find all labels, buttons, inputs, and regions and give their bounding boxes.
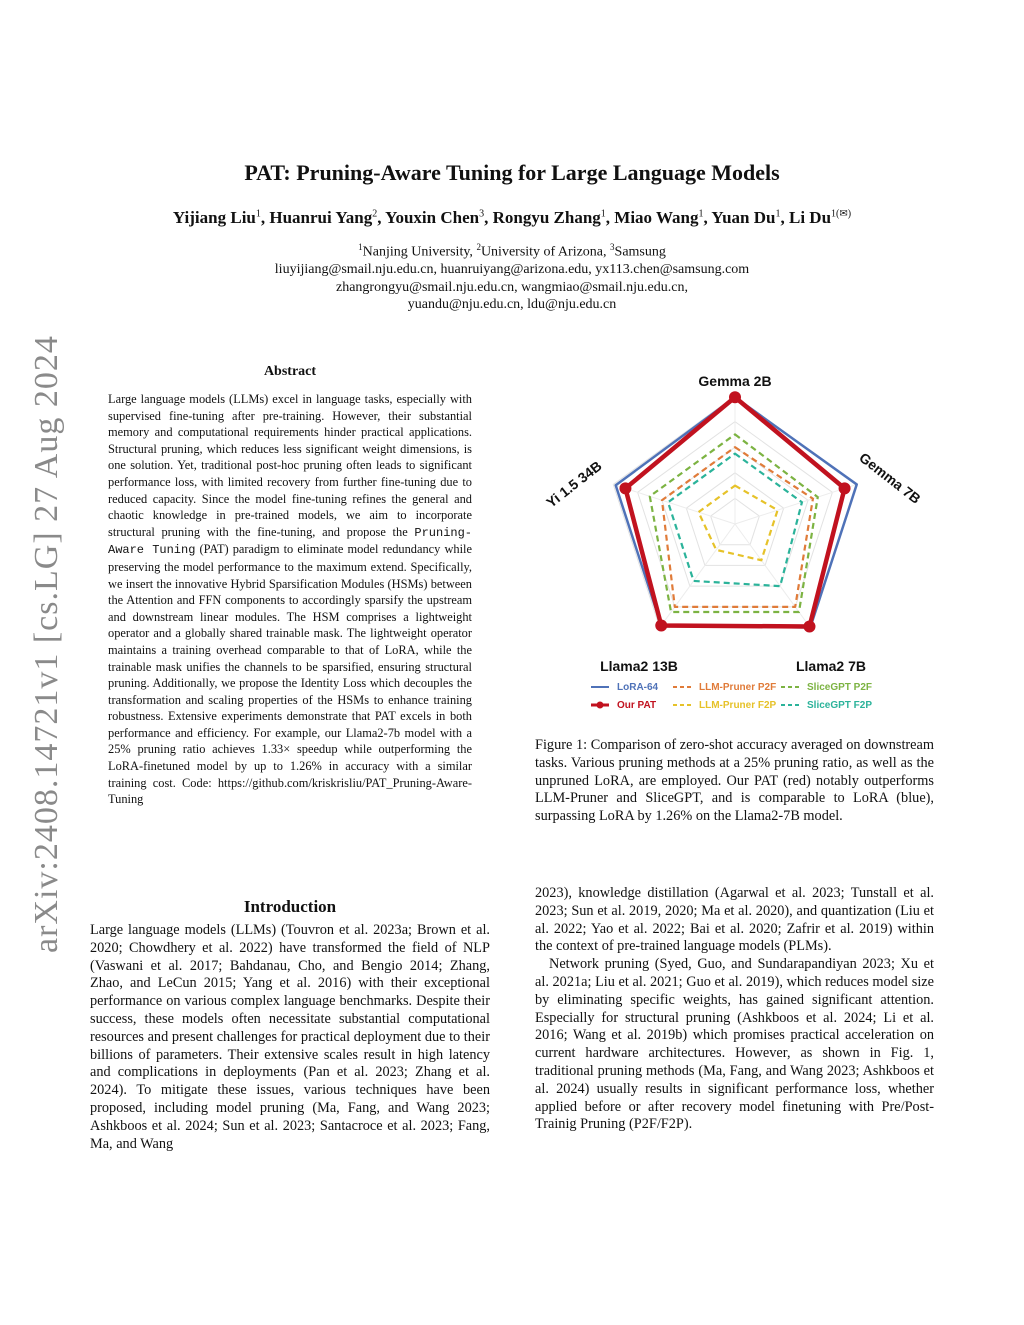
legend-label: SliceGPT F2P	[807, 700, 873, 711]
legend-marker	[597, 702, 604, 709]
paragraph: 2023), knowledge distillation (Agarwal et al. 2023; Tunstall et al. 2023; Sun et al. 2019, 2020; Ma et al. 2020), and quantization (Liu et al. 2022; Yao et al. 2022; Bai et al. 2020; Zafrir et al. 2019) within the context of pre-trained language models (PLMs).	[535, 885, 934, 955]
legend-label: LoRA-64	[617, 682, 659, 693]
legend-label: LLM-Pruner P2F	[699, 682, 777, 693]
introduction-right-column	[535, 885, 934, 1134]
radar-axis-label: Gemma 7B	[856, 449, 924, 507]
author-affiliation-marker: 1	[775, 208, 781, 220]
author-affiliation-marker: 3	[479, 208, 485, 220]
author-name: Li Du	[789, 208, 832, 227]
author-name: Miao Wang	[614, 208, 699, 227]
email-line: yuandu@nju.edu.cn, ldu@nju.edu.cn	[407, 297, 617, 313]
radar-axis-label: Llama2 7B	[795, 658, 867, 674]
author-name: Yijiang Liu	[172, 208, 256, 227]
paragraph: Network pruning (Syed, Guo, and Sundarapandiyan 2023; Xu et al. 2021a; Liu et al. 2021; Guo et al. 2019), which reduces model size by eliminating specific weights, has gained significant attention. Especially for structural pruning (Ashkboos et al. 2024; Li et al. 2016; Wang et al. 2019b) which promises practical acceleration on current hardware architectures. However, as shown in Fig. 1, traditional pruning methods (Ma, Fang, and Wang 2023; Ashkboos et al. 2024) usually results in significant performance loss, whether applied before or after recovery model finetuning with Pre/Post-Trainig Pruning (P2F/F2P).	[535, 956, 934, 1133]
author-name: Rongyu Zhang	[492, 208, 601, 227]
radar-axis-label: Yi 1.5 34B	[543, 457, 605, 511]
email-line: zhangrongyu@smail.nju.edu.cn, wangmiao@smail.nju.edu.cn,	[336, 279, 688, 295]
figure-caption: Figure 1: Comparison of zero-shot accuracy averaged on downstream tasks. Various pruning methods at a 25% pruning ratio, as well as the unpruned LoRA, are employed. Our PAT (red) notably outperforms LLM-Pruner and SliceGPT, and is comparable to LoRA (blue), surpassing LoRA by 1.26% on the Llama2-7B model.	[535, 737, 934, 825]
introduction-left-column	[90, 922, 490, 1153]
author-affiliation-marker: 2	[372, 208, 378, 220]
author-affiliation-marker: 1	[698, 208, 704, 220]
author-affiliation-marker: 1	[600, 208, 606, 220]
affiliations	[120, 239, 904, 314]
author-name: Yuan Du	[711, 208, 776, 227]
legend-label: SliceGPT P2F	[807, 682, 873, 693]
radar-point-our-pat	[803, 621, 815, 633]
arxiv-identifier: arXiv:2408.14721v1 [cs.LG] 27 Aug 2024	[28, 335, 65, 953]
abstract-heading: Abstract	[263, 364, 317, 379]
author-name: Huanrui Yang	[269, 208, 373, 227]
radar-point-our-pat	[839, 482, 851, 494]
introduction-heading: Introduction	[243, 897, 337, 916]
legend-label: Our PAT	[617, 700, 657, 711]
affiliation-line: $^1$Nanjing University, $^2$University of Arizona, $^3$Samsung	[358, 242, 666, 260]
author-list: Yijiang Liu$^1$, Huanrui Yang$^2$, Youxin Chen$^3$, Rongyu Zhang$^1$, Miao Wang$^1$, Yuan Du$^1$, Li $Du^{1(✉)}$	[172, 208, 852, 227]
radar-point-our-pat	[729, 391, 741, 403]
abstract-body: Large language models (LLMs) excel in language tasks, especially with supervised fine-tuning after pre-training. However, their substantial memory and computational requirements hinder practical applications. Structural pruning, which reduces less significant weight dimensions, is one solution. Yet, traditional post-hoc pruning often leads to significant performance loss, with limited recovery from further fine-tuning due to reduced capacity. Since the model fine-tuning refines the general and chaotic knowledge in pre-trained models, we aim to incorporate structural pruning with the fine-tuning, and propose the Pruning-Aware Tuning (PAT) paradigm to eliminate model redundancy while preserving the model performance to the maximum extend. Specifically, we insert the innovative Hybrid Sparsification Modules (HSMs) between the Attention and FFN components to accordingly sparsify the upstream and downstream linear modules. The HSM comprises a lightweight operator and a globally shared trainable mask. The lightweight operator maintains a training overhead comparable to that of LoRA, while the trainable mask unifies the channels to be sparsified, ensuring structural pruning. Additionally, we propose the Identity Loss which decouples the transformation and scaling properties of the HSMs to enhance training robustness. Extensive experiments demonstrate that PAT excels in both performance and efficiency. For example, our Llama2-7b model with a 25% pruning ratio achieves 1.33× speedup while outperforming the LoRA-finetuned model by up to 1.26% in accuracy with a similar training cost. Code: https://github.com/kriskrisliu/PAT_Pruning-Aware-Tuning	[108, 392, 472, 807]
paper-title: PAT: Pruning-Aware Tuning for Large Language Models	[244, 160, 780, 185]
radar-point-our-pat	[655, 619, 667, 631]
email-line: liuyijiang@smail.nju.edu.cn, huanruiyang@arizona.edu, yx113.chen@samsung.com	[274, 262, 750, 278]
radar-chart-svg	[535, 362, 935, 722]
radar-axis-label: Llama2 13B	[600, 658, 678, 674]
legend-label: LLM-Pruner F2P	[699, 700, 777, 711]
author-name: Youxin Chen	[385, 208, 480, 227]
author-affiliation-marker: 1	[255, 208, 261, 220]
radar-chart	[535, 362, 935, 722]
author-affiliation-marker: 1(✉)	[831, 208, 852, 220]
radar-axis-label: Gemma 2B	[698, 373, 772, 389]
paragraph: Large language models (LLMs) (Touvron et al. 2023a; Brown et al. 2020; Chowdhery et al. 2022) have transformed the field of NLP (Vaswani et al. 2017; Bahdanau, Cho, and Bengio 2014; Zhang, Zhao, and LeCun 2015; Yang et al. 2016) with their exceptional performance on various complex language benchmarks. Despite their success, these models often necessitate substantial computational resources and present challenges for practical deployment due to their billions of parameters. Their extensive scales result in high latency and complications in deployments (Pan et al. 2023; Zhang et al. 2024). To mitigate these issues, various techniques have been proposed, including model pruning (Ma, Fang, and Wang 2023; Ashkboos et al. 2024; Sun et al. 2023; Santacroce et al. 2023; Fang, Ma, and Wang	[90, 922, 490, 1152]
radar-point-our-pat	[619, 482, 631, 494]
